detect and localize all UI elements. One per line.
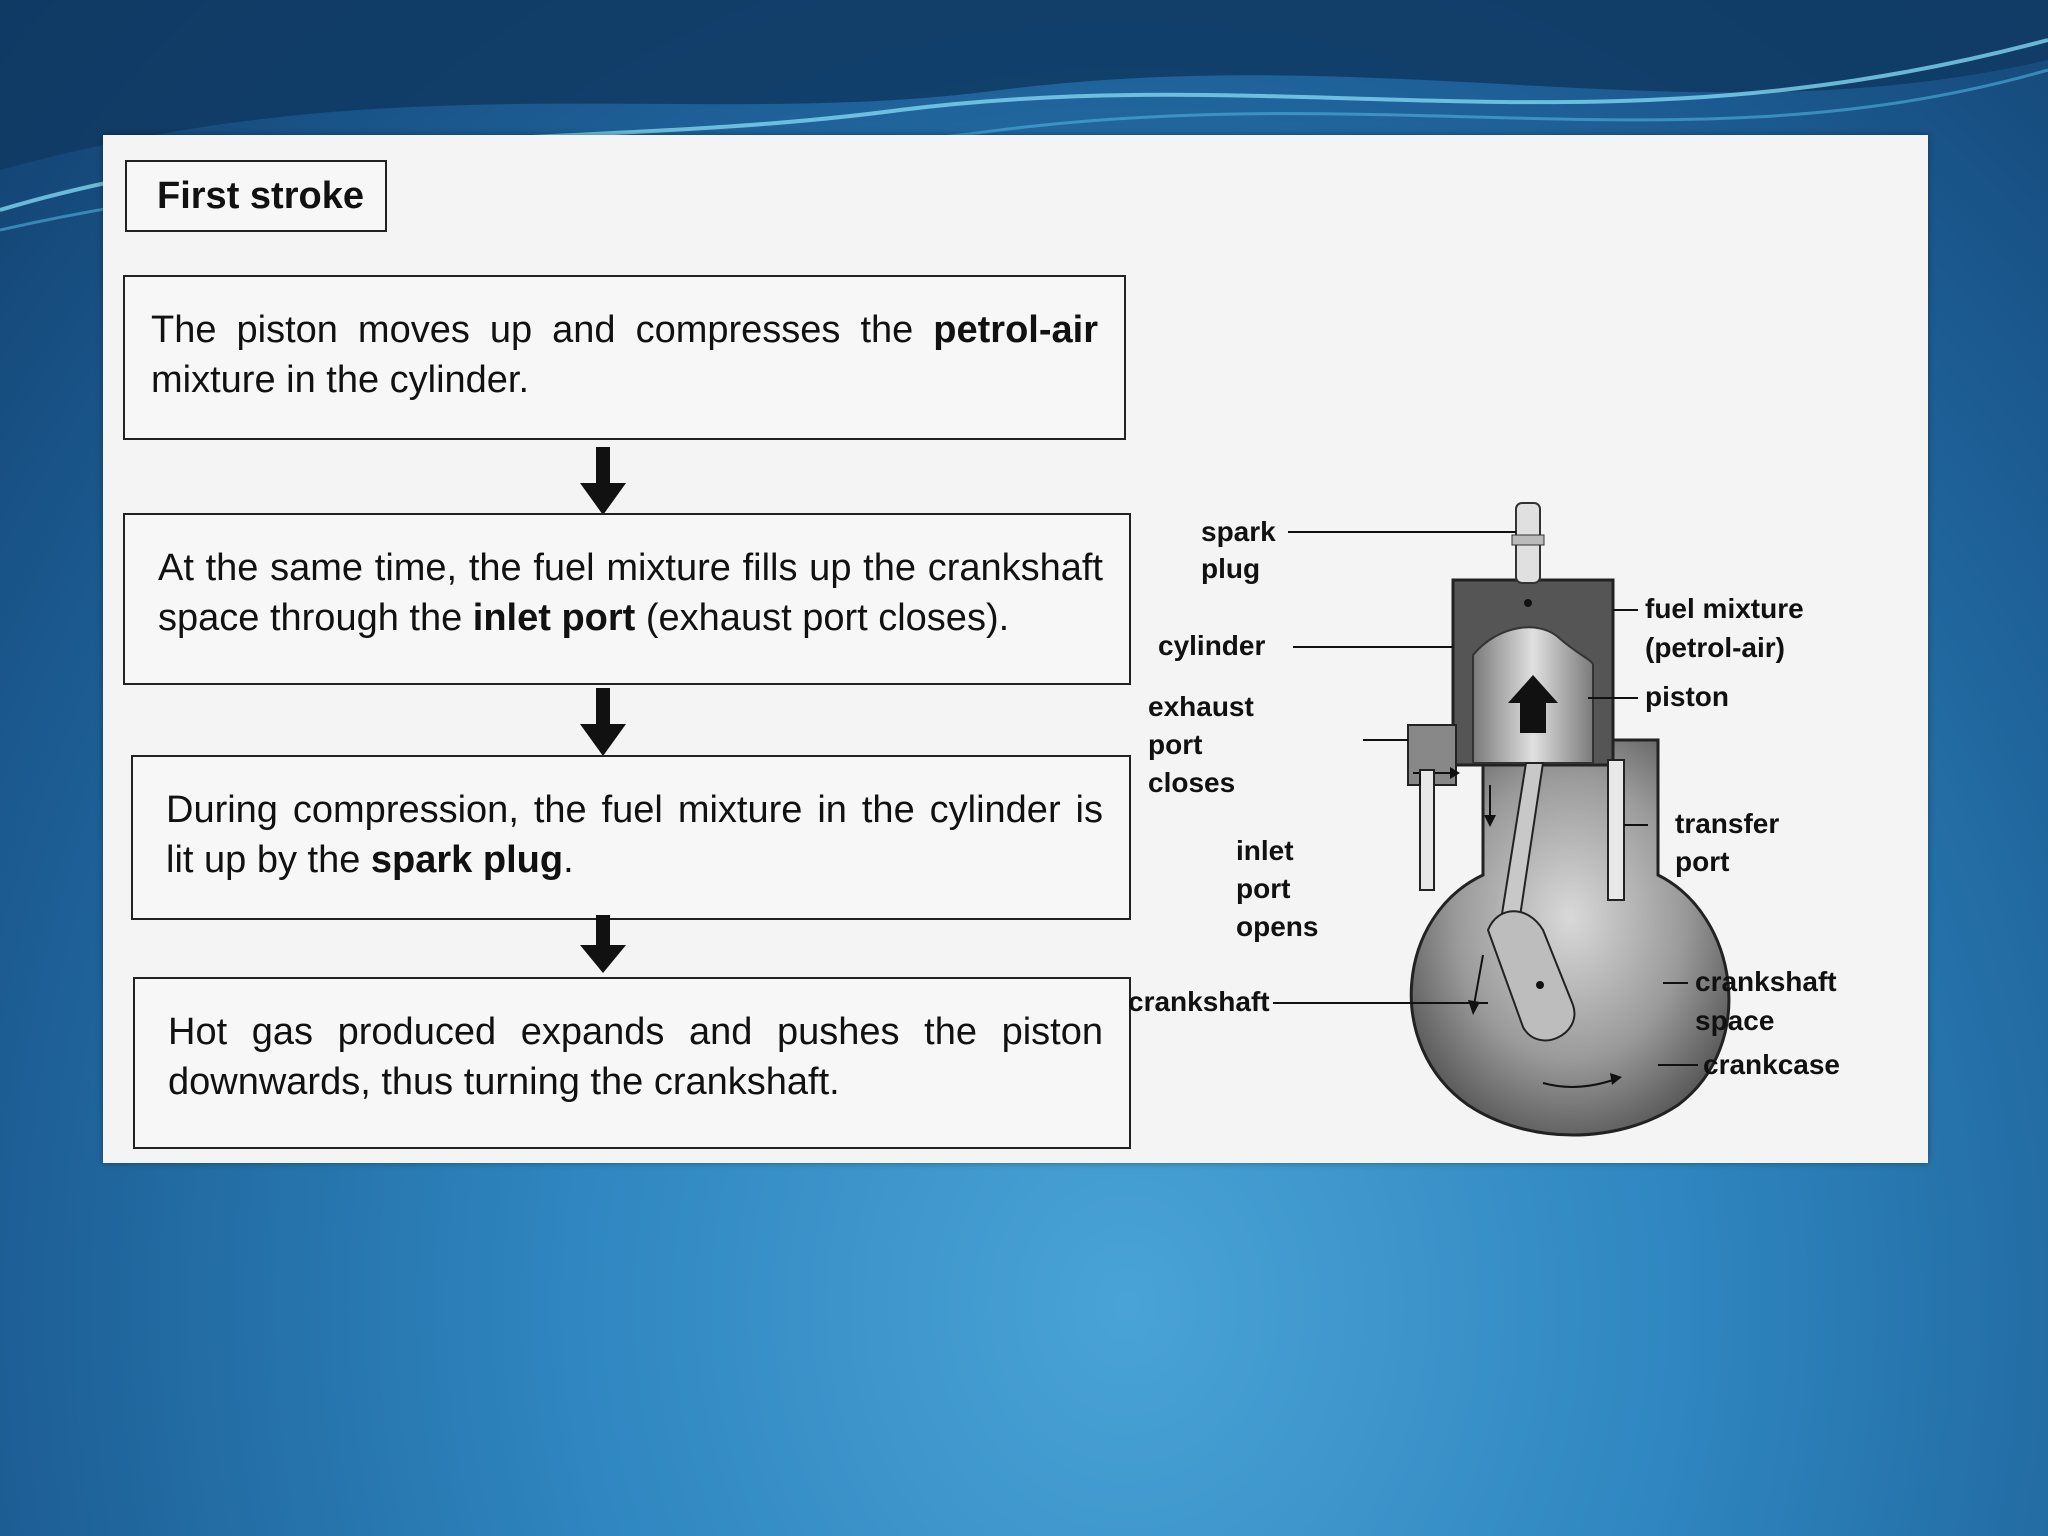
label-fuel-2: (petrol-air) [1645,632,1785,663]
step-1-text-end: mixture in the cylinder. [151,359,530,401]
step-box-1 [123,275,1126,440]
transfer-port-shape [1608,760,1624,900]
step-3-bold: spark plug [370,839,564,881]
label-exhaust-2: port [1148,729,1203,760]
label-cylinder: cylinder [1158,630,1266,661]
slide-panel [103,135,1928,1163]
step-3-text-end: . [563,839,574,881]
step-box-2 [123,513,1131,685]
label-transfer-2: port [1675,846,1730,877]
label-spark-1: spark [1201,516,1276,547]
step-2-text: At the same time, the fuel mixture fills up the crankshaft space through the [158,547,1103,639]
step-box-4 [133,977,1131,1149]
label-piston: piston [1645,681,1729,712]
down-arrow-1 [580,447,626,515]
stroke-title-text: First stroke [157,174,364,217]
down-arrow-2 [580,688,626,756]
step-1-text: The piston moves up and compresses the [151,309,934,351]
label-fuel-1: fuel mixture [1645,593,1804,624]
label-crankcase: crankcase [1703,1049,1841,1080]
label-transfer-1: transfer [1675,808,1780,839]
label-exhaust-1: exhaust [1148,691,1254,722]
step-2-text-end: (exhaust port closes). [635,597,1010,639]
step-3-text: During compression, the fuel mixture in the cylinder is lit up by the [166,789,1103,881]
label-inlet-1: inlet [1236,835,1294,866]
label-spark-2: plug [1201,553,1261,584]
two-stroke-engine-diagram [1128,355,1918,1155]
step-4-text: Hot gas produced expands and pushes the piston downwards, thus turning the crankshaft. [168,1011,1103,1103]
label-crankshaft: crankshaft [1128,986,1270,1017]
label-crankshaft-space-1: crankshaft [1695,966,1837,997]
label-inlet-3: opens [1236,911,1319,942]
label-crankshaft-space-2: space [1695,1005,1775,1036]
step-box-3 [131,755,1131,920]
label-exhaust-3: closes [1148,767,1236,798]
step-2-bold: inlet port [472,597,636,639]
label-inlet-2: port [1236,873,1291,904]
stroke-title [125,160,387,232]
crankcase-shape [1411,740,1729,1135]
step-1-bold: petrol-air [933,309,1098,351]
down-arrow-3 [580,915,626,983]
